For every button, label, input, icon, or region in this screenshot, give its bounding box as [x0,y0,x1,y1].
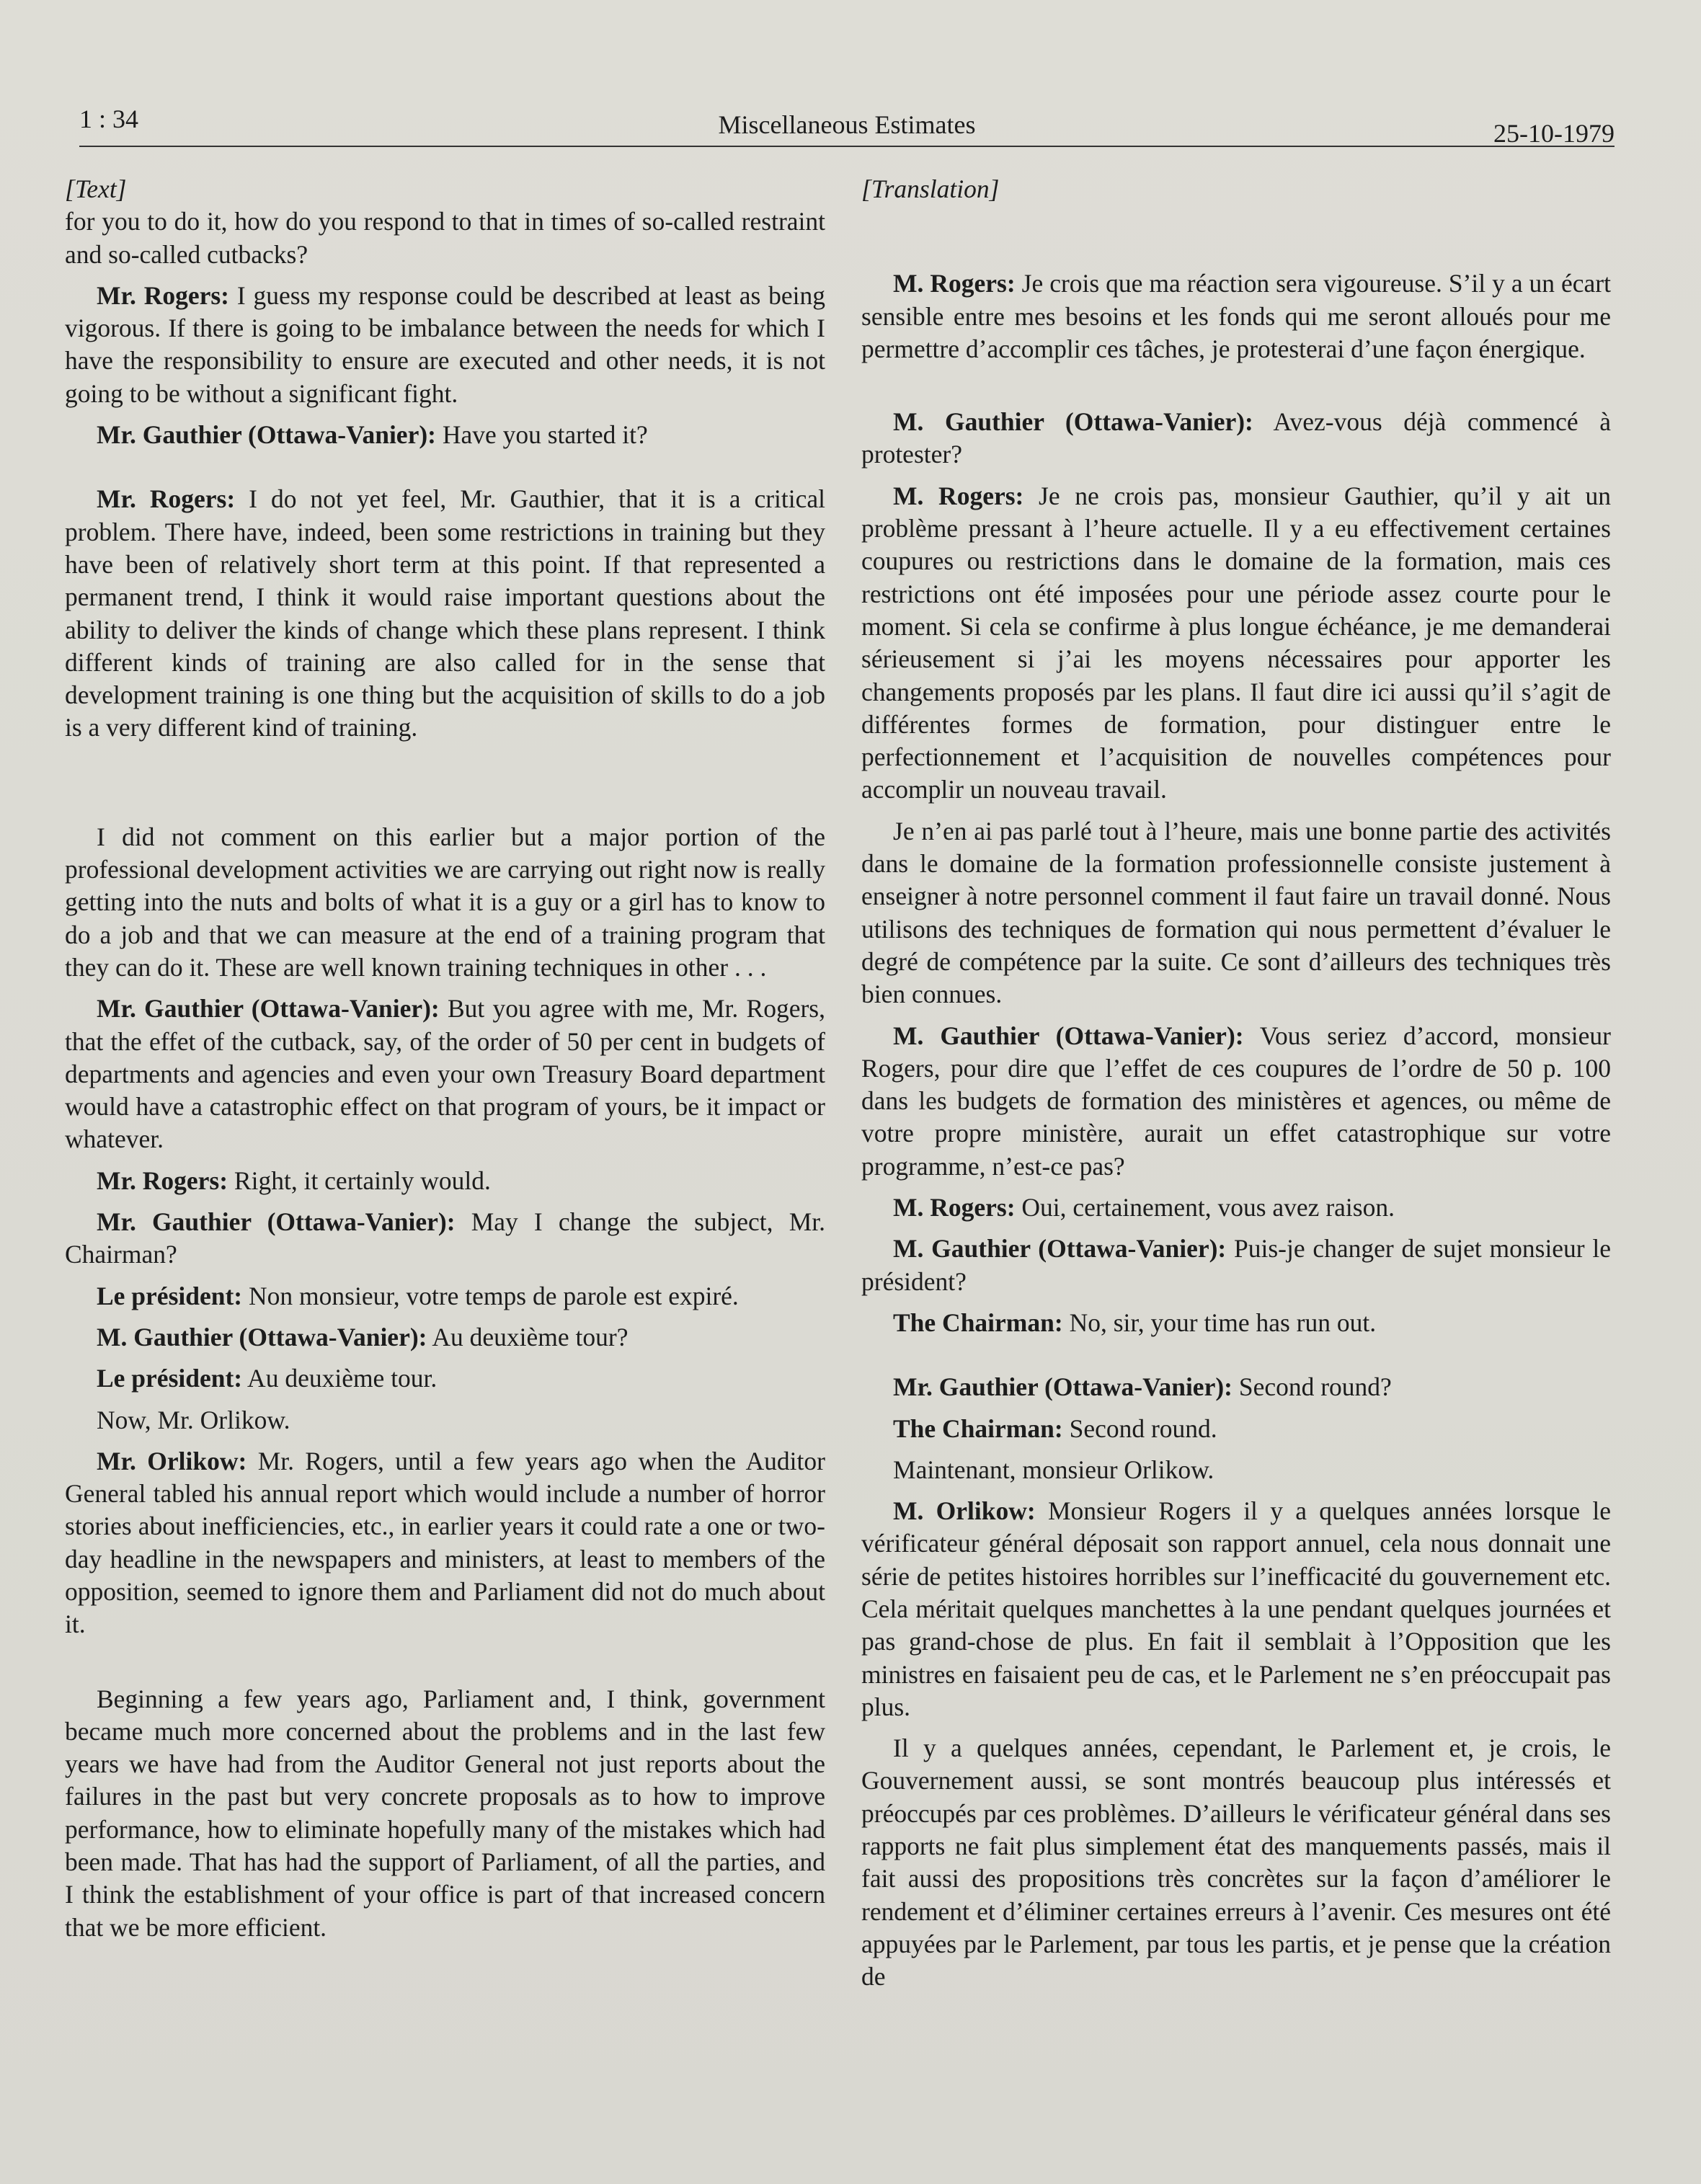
paragraph [65,1362,825,1395]
english-column [65,173,825,1953]
speech-text: I guess my response could be described at least as being vigorous. If there is going to be imbalance between the needs for which I have the responsibility to ensure are executed and other needs, it is not going to be without a significant fight. [65,280,825,408]
speaker-name: M. Gauthier (Ottawa-Vanier): [893,407,1253,437]
paragraph [861,1307,1611,1339]
paragraph: Maintenant, monsieur Orlikow. [893,1455,1214,1484]
paragraph [65,280,825,410]
speaker-name: Mr. Gauthier (Ottawa-Vanier): [97,994,440,1024]
speaker-name: M. Gauthier (Ottawa-Vanier): [893,1234,1227,1264]
speaker-name: M. Rogers: [893,1193,1016,1222]
speech-text: Je crois que ma réaction sera vigoureuse. S’il y a un écart sensible entre mes besoins et les fonds qui me seront alloués pour me permettre d’accomplir ces tâches, je protesterai d’une façon énergique. [861,269,1611,363]
speech-text: Non monsieur, votre temps de parole est expiré. [242,1281,739,1310]
paragraph: Il y a quelques années, cependant, le Parlement et, je crois, le Gouvernement aussi, se sont montrés beaucoup plus intéressés et préoccupés par ces problèmes. D’ailleurs le vérificateur général dans ses rapports ne fait plus simplement état des manquements passés, mais il fait aussi des propositions très concrètes sur la façon d’améliorer le rendement et d’éliminer certaines erreurs à l’avenir. Ces mesures ont été appuyées par le Parlement, par tous les partis, et je pense que la création de [861,1734,1611,1992]
column-label: [Text] [65,174,127,203]
paragraph: Now, Mr. Orlikow. [97,1405,290,1434]
paragraph [861,1191,1611,1224]
speaker-name: M. Rogers: [893,269,1016,298]
running-title: Miscellaneous Estimates [718,110,976,139]
speech-text: Au deuxième tour? [427,1322,629,1351]
speech-text: Oui, certainement, vous avez raison. [1015,1193,1395,1222]
speaker-name: Mr. Rogers: [97,1166,228,1195]
speech-text: Puis-je changer de sujet monsieur le président? [861,1234,1612,1296]
column-label: [Translation] [861,174,1000,203]
speaker-name: Le président: [97,1364,243,1393]
page-header [79,101,1615,147]
paragraph [861,480,1611,807]
paragraph: Beginning a few years ago, Parliament and, I think, government became much more concerned about the problems and in the last few years we have had from the Auditor General not just reports about the failures in the past but very concrete proposals as to how to improve performance, how to eliminate hopefully many of the mistakes which had been made. That has had the support of Parliament, of all the parties, and I think the establishment of your office is part of that increased concern that we be more efficient. [65,1684,825,1942]
paragraph [65,1445,825,1641]
speech-text: Second round? [1232,1372,1392,1402]
paragraph [861,1371,1611,1403]
speech-text: Have you started it? [435,420,648,450]
speaker-name: Mr. Gauthier (Ottawa-Vanier): [97,420,436,450]
speech-text: Vous seriez d’accord, monsieur Rogers, pour dire que l’effet de ces coupures de l’ordre de 50 p. 100 dans les budgets de formation des ministères et agences, ou même de votre propre ministère, aurait un effet catastrophique sur votre programme, n’est-ce pas? [861,1021,1611,1181]
speech-text: Mr. Rogers, until a few years ago when the Auditor General tabled his annual report which would include a number of horror stories about inefficiencies, etc., in earlier years it could rate a one or two-day headline in the newspapers and ministers, at least to members of the opposition, seemed to ignore them and Parliament did not do much about it. [65,1446,825,1639]
paragraph [861,1495,1611,1723]
speech-text: Second round. [1062,1413,1217,1443]
speech-text: Au deuxième tour. [242,1364,438,1393]
speaker-name: M. Rogers: [893,481,1024,510]
paragraph [65,483,825,744]
speech-text: No, sir, your time has run out. [1062,1308,1377,1337]
speaker-name: Mr. Gauthier (Ottawa-Vanier): [893,1372,1233,1402]
speaker-name: Mr. Rogers: [97,484,236,514]
french-column [861,173,1611,2002]
speech-text: Monsieur Rogers il y a quelques années lorsque le vérificateur général déposait son rapport annuel, cela nous donnait une série de petites histoires horribles sur l’inefficacité du gouvernement etc. Cela méritait quelques manchettes à la une pendant quelques journées et pas grand-chose de plus. En fait il semblait à l’Opposition que les ministres en faisaient peu de cas, et le Parlement ne s’en préoccupait pas plus. [861,1496,1612,1721]
paragraph [861,1233,1611,1298]
paragraph [65,419,825,451]
speaker-name: M. Gauthier (Ottawa-Vanier): [893,1021,1244,1050]
speech-text: Right, it certainly would. [228,1166,491,1195]
header-date: 25-10-1979 [1493,119,1615,148]
speaker-name: Mr. Orlikow: [97,1446,247,1475]
paragraph [861,1020,1611,1183]
paragraph: I did not comment on this earlier but a major portion of the professional development activities we are carrying out right now is really getting into the nuts and bolts of what it is a guy or a girl has to know to do a job and that we can measure at the end of a training program that they can do it. These are well known training techniques in other . . . [65,822,825,982]
paragraph: for you to do it, how do you respond to that in times of so-called restraint and so-called cutbacks? [65,207,825,269]
paragraph [65,1321,825,1354]
speaker-name: Le président: [97,1281,243,1310]
paragraph [65,993,825,1155]
speaker-name: The Chairman: [893,1413,1063,1443]
speech-text: I do not yet feel, Mr. Gauthier, that it is a critical problem. There have, indeed, been some restrictions in training but they have been of relatively short term at this point. If that represented a permanent trend, I think it would raise important questions about the ability to deliver the kinds of change which these plans represent. I think different kinds of training are also called for in the sense that development training is one thing but the acquisition of skills to do a job is a very different kind of training. [65,484,825,742]
speaker-name: The Chairman: [893,1308,1063,1337]
speech-text: But you agree with me, Mr. Rogers, that the effet of the cutback, say, of the order of 50 per cent in budgets of departments and agencies and even your own Treasury Board department would have a catastrophic effect on that program of yours, be it impact or whatever. [65,994,825,1154]
paragraph [65,1165,825,1197]
speaker-name: Mr. Rogers: [97,280,230,310]
speech-text: Je ne crois pas, monsieur Gauthier, qu’il y ait un problème pressant à l’heure actuelle. Il y a eu effectivement certaines coupures ou restrictions dans le domaine de la formation, mais ces restrictions ont été imposées pour une période assez courte pour le moment. Si cela se confirme à plus longue échéance, je me demanderai sérieusement si j’ai les moyens nécessaires pour apporter les changements proposés par les plans. Il faut dire ici aussi qu’il s’agit de différentes formes de formation, pour distinguer entre le perfectionnement et l’acquisition de nouvelles compétences pour accomplir un nouveau travail. [861,481,1611,804]
paragraph [65,1280,825,1313]
paragraph [65,1206,825,1271]
paragraph [861,267,1611,365]
speaker-name: M. Gauthier (Ottawa-Vanier): [97,1322,427,1351]
speaker-name: M. Orlikow: [893,1496,1036,1526]
speaker-name: Mr. Gauthier (Ottawa-Vanier): [97,1207,456,1237]
page-number: 1 : 34 [79,105,139,133]
speech-text: May I change the subject, Mr. Chairman? [65,1207,825,1269]
paragraph [861,1413,1611,1445]
speech-text: Avez-vous déjà commencé à protester? [861,407,1611,469]
paragraph: Je n’en ai pas parlé tout à l’heure, mais une bonne partie des activités dans le domaine de la formation professionnelle consiste justement à enseigner à notre personnel comment il faut faire un travail donné. Nous utilisons des techniques de formation qui nous permettent d’évaluer le degré de compétence par la suite. Ce sont d’ailleurs des techniques très bien connues. [861,816,1611,1009]
paragraph [861,406,1611,471]
